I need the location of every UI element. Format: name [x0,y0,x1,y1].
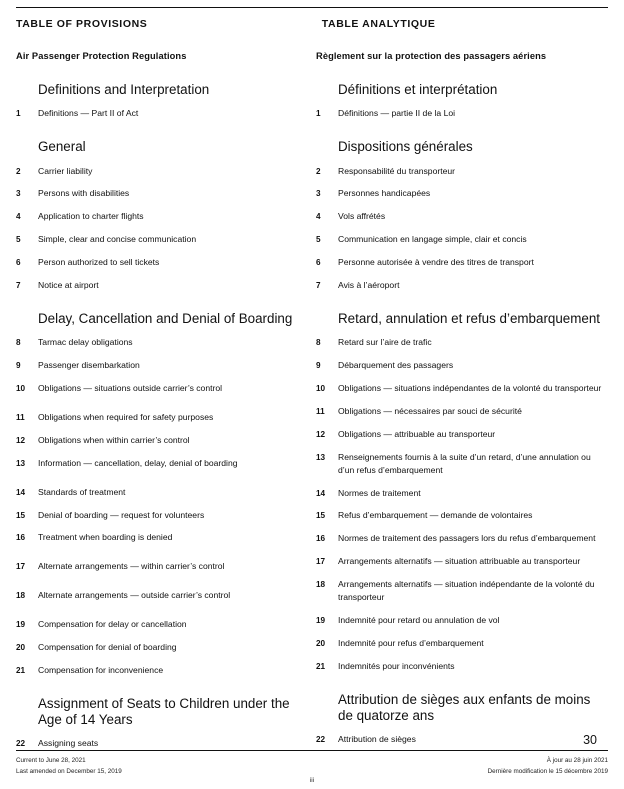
provision-number: 19 [16,620,26,630]
list-item[interactable] [16,589,298,602]
provision-label: Personne autorisée à vendre des titres de transport [338,257,534,268]
toc-section [16,130,298,292]
provision-label: Indemnité pour refus d’embarquement [338,637,484,648]
list-item[interactable] [16,531,298,544]
list-item[interactable] [316,256,608,269]
footer-a-jour-au: À jour au 28 juin 2021 [546,757,608,765]
provision-label: Avis à l’aéroport [338,280,400,291]
page-number: 30 [583,733,597,747]
list-item[interactable] [316,487,608,500]
list-item[interactable] [316,733,608,746]
list-item[interactable] [316,428,608,441]
provision-label: Tarmac delay obligations [38,337,133,348]
provision-number: 9 [316,361,321,371]
list-item[interactable] [16,336,298,349]
list-item[interactable] [16,165,298,178]
provision-number: 10 [316,384,326,394]
provision-number: 13 [316,452,326,462]
provision-label: Person authorized to sell tickets [38,257,160,268]
provision-number: 16 [16,533,26,543]
provision-number: 20 [16,642,26,652]
provision-number: 6 [16,258,21,268]
toc-columns [16,51,608,760]
provision-label: Retard sur l’aire de trafic [338,337,432,348]
provision-number: 8 [316,338,321,348]
provision-label: Passenger disembarkation [38,360,140,371]
provision-number: 5 [16,235,21,245]
provision-number: 4 [316,212,321,222]
section-heading: Dispositions générales [338,139,473,155]
provision-number: 7 [316,281,321,291]
footer-derniere-modification: Dernière modification le 15 décembre 2019 [487,767,608,775]
footer-rule [16,750,608,751]
list-item[interactable] [316,532,608,545]
provision-label: Communication en langage simple, clair et concis [338,234,527,245]
provision-number: 21 [316,661,326,671]
list-item[interactable] [16,279,298,292]
footer-roman-page: iii [309,777,315,784]
list-item[interactable] [16,187,298,200]
list-item[interactable] [16,382,298,395]
toc-column-french [312,51,608,760]
provision-label: Compensation for denial of boarding [38,641,177,652]
list-item[interactable] [316,210,608,223]
provision-number: 16 [316,534,326,544]
list-item[interactable] [16,256,298,269]
provision-label: Definitions — Part II of Act [38,108,139,119]
toc-column-english [16,51,312,760]
provision-label: Standards of treatment [38,486,126,497]
provision-label: Information — cancellation, delay, denial of boarding [38,457,238,468]
provision-number: 10 [16,384,26,394]
provision-label: Persons with disabilities [38,188,130,199]
provision-label: Carrier liability [38,165,93,176]
list-item[interactable] [316,660,608,673]
provision-label: Obligations — nécessaires par souci de sécurité [338,405,522,416]
provision-number: 11 [316,406,325,416]
provision-label: Vols affrétés [338,211,386,222]
list-item[interactable] [316,233,608,246]
footer-last-amended: Last amended on December 15, 2019 [16,767,122,775]
provision-number: 15 [316,511,326,521]
list-item[interactable] [316,336,608,349]
provision-number: 7 [16,281,21,291]
provision-number: 8 [16,338,21,348]
provision-label: Renseignements fournis à la suite d’un retard, d’une annulation ou d’un refus d’embarquement [338,451,591,475]
toc-section [316,78,608,120]
list-item[interactable] [16,737,298,750]
provision-number: 18 [16,591,26,601]
list-item[interactable] [316,382,608,395]
section-heading: Definitions and Interpretation [38,82,210,97]
list-item[interactable] [316,555,608,568]
provision-label: Personnes handicapées [338,188,431,199]
provision-label: Compensation for delay or cancellation [38,619,187,630]
act-title-french: Règlement sur la protection des passagers aériens [316,51,547,61]
provision-label: Normes de traitement [338,487,421,498]
provision-label: Obligations when required for safety purposes [38,411,214,422]
provision-label: Obligations — attribuable au transporteur [338,428,496,439]
provision-label: Obligations when within carrier’s control [38,434,190,445]
list-item[interactable] [16,560,298,573]
toc-section [16,78,298,120]
list-item[interactable] [316,187,608,200]
provision-label: Définitions — partie II de la Loi [338,108,456,119]
list-item[interactable] [16,210,298,223]
provision-number: 14 [316,488,326,498]
list-item[interactable] [316,359,608,372]
section-heading: Retard, annulation et refus d’embarquement [338,310,601,326]
section-heading: Attribution de sièges aux enfants de moins de quatorze ans [338,691,591,723]
provision-label: Denial of boarding — request for volunteers [38,509,205,520]
provision-label: Responsabilité du transporteur [338,165,456,176]
provision-label: Application to charter flights [38,211,144,222]
list-item[interactable] [16,411,298,424]
provision-number: 12 [316,429,326,439]
provision-number: 21 [16,665,26,675]
provision-label: Attribution de sièges [338,734,416,745]
provision-number: 22 [16,739,26,749]
provision-label: Alternate arrangements — within carrier’s control [38,561,225,572]
provision-number: 15 [16,510,26,520]
list-item[interactable] [316,509,608,522]
provision-label: Arrangements alternatifs — situation indépendante de la volonté du transporteur [338,579,595,602]
provision-number: 9 [16,361,21,371]
provision-number: 22 [316,735,326,745]
provision-number: 1 [16,109,21,119]
section-heading: General [38,139,86,155]
provision-number: 17 [16,562,26,572]
list-item[interactable] [316,165,608,178]
provision-number: 4 [16,212,21,222]
toc-section [316,683,608,747]
provision-label: Simple, clear and concise communication [38,234,197,245]
provision-label: Indemnité pour retard ou annulation de vol [338,614,500,625]
provision-number: 19 [316,615,326,625]
section-heading: Assignment of Seats to Children under the Age of 14 Years [38,695,290,728]
provision-label: Alternate arrangements — outside carrier’s control [38,590,231,601]
provision-label: Compensation for inconvenience [38,664,164,675]
provision-label: Débarquement des passagers [338,360,454,371]
provision-label: Refus d’embarquement — demande de volontaires [338,510,533,521]
toc-section [316,130,608,292]
provision-number: 17 [316,557,326,567]
list-item[interactable] [16,233,298,246]
provision-label: Obligations — situations outside carrier’s control [38,383,223,394]
list-item[interactable] [16,107,298,120]
provision-number: 6 [316,258,321,268]
list-item[interactable] [16,457,298,470]
provision-label: Indemnités pour inconvénients [338,660,455,671]
list-item[interactable] [316,451,608,477]
right-column-header: TABLE ANALYTIQUE [321,18,436,30]
list-item[interactable] [316,279,608,292]
provision-number: 1 [316,109,321,119]
list-item[interactable] [16,509,298,522]
provision-number: 2 [16,166,21,176]
list-item[interactable] [16,641,298,654]
provision-number: 5 [316,235,321,245]
provision-number: 12 [16,435,26,445]
provision-label: Assigning seats [38,738,99,749]
toc-section [316,302,608,673]
provision-number: 3 [16,189,21,199]
provision-number: 3 [316,189,321,199]
list-item[interactable] [316,405,608,418]
provision-number: 18 [316,580,326,590]
list-item[interactable] [16,618,298,631]
section-heading: Delay, Cancellation and Denial of Boarding [38,310,293,326]
left-column-header: TABLE OF PROVISIONS [16,18,148,30]
toc-section [16,687,298,751]
column-headers [16,12,608,30]
list-item[interactable] [316,578,608,604]
list-item[interactable] [16,486,298,499]
act-title-english: Air Passenger Protection Regulations [16,51,187,61]
list-item[interactable] [16,664,298,677]
list-item[interactable] [16,434,298,447]
provision-number: 2 [316,166,321,176]
provision-label: Obligations — situations indépendantes de la volonté du transporteur [338,383,602,394]
list-item[interactable] [316,637,608,650]
list-item[interactable] [16,359,298,372]
list-item[interactable] [316,107,608,120]
toc-section [16,302,298,677]
provision-label: Normes de traitement des passagers lors du refus d’embarquement [338,533,596,544]
provision-number: 13 [16,458,26,468]
provision-label: Treatment when boarding is denied [38,532,173,543]
provision-number: 11 [16,412,25,422]
provision-number: 14 [16,487,26,497]
page-footer [16,750,608,784]
top-rule [16,7,608,8]
provision-label: Arrangements alternatifs — situation attribuable au transporteur [338,556,581,567]
provision-number: 20 [316,638,326,648]
section-heading: Définitions et interprétation [338,82,498,97]
footer-current-to: Current to June 28, 2021 [16,757,86,765]
list-item[interactable] [316,614,608,627]
provision-label: Notice at airport [38,280,99,291]
